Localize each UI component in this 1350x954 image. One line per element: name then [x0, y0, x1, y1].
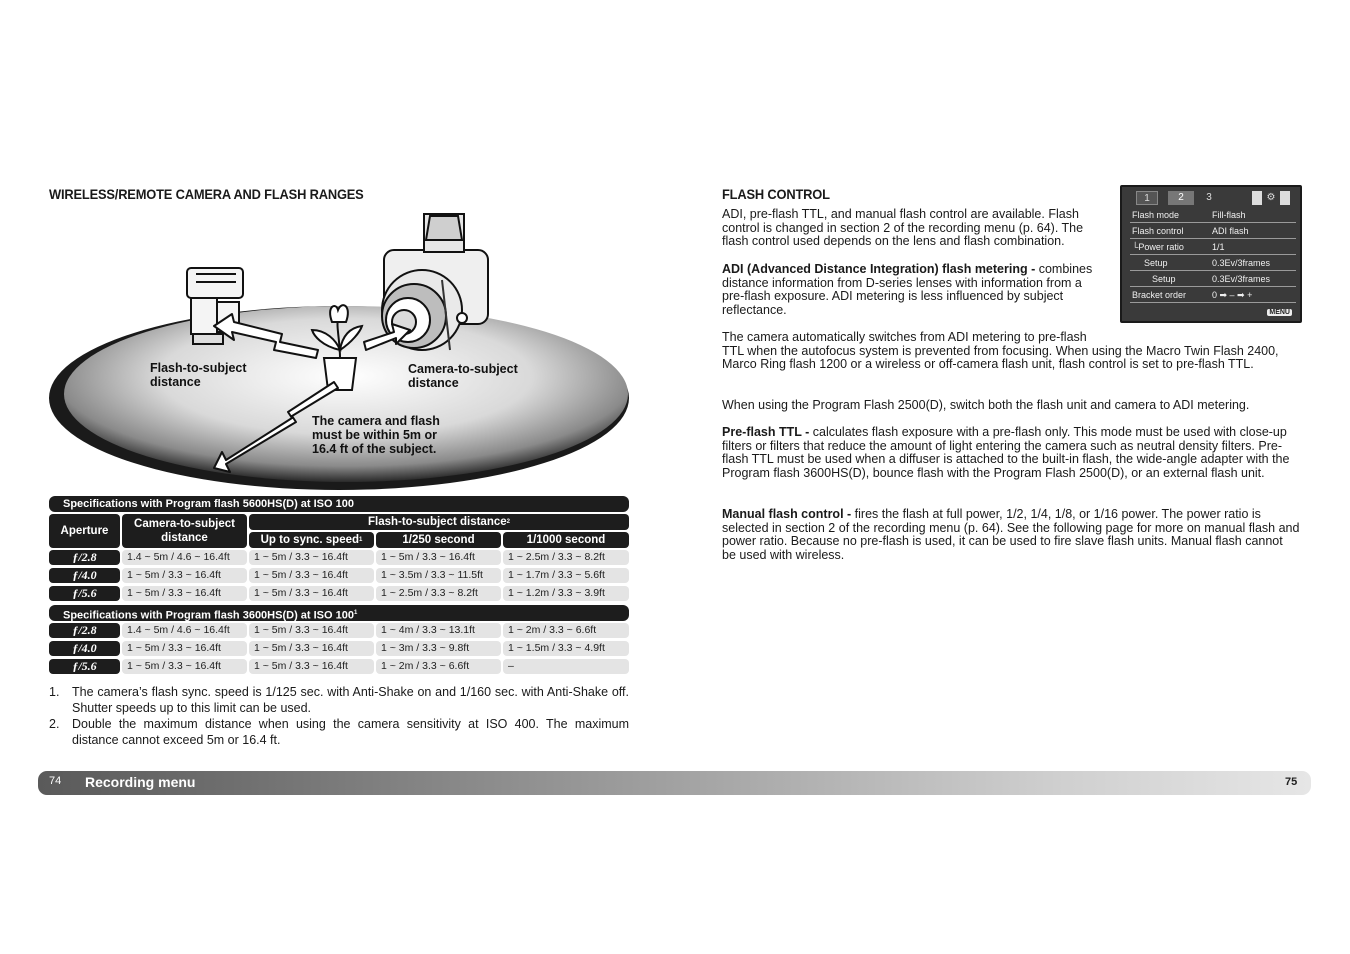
menu-row: Bracket order 0 ➡ – ➡ +	[1130, 287, 1296, 303]
s1000-cell: 1 ~ 1.7m / 3.3 ~ 5.6ft	[503, 568, 629, 583]
section-title: Recording menu	[85, 774, 196, 790]
menu-row: Setup 0.3Ev/3frames	[1130, 255, 1296, 271]
aperture-cell: ƒ/2.8	[49, 550, 120, 565]
menu-tab-2: 2	[1168, 191, 1194, 205]
footnote-2: 2. Double the maximum distance when using the camera sensitivity at ISO 400. The maximum distance cannot exceed 5m or 16.4 ft.	[49, 717, 629, 747]
header-camera-to-subject: Camera-to-subject distance	[122, 514, 247, 548]
sync-cell: 1 ~ 5m / 3.3 ~ 16.4ft	[249, 641, 374, 656]
menu-row: Flash control ADI flash	[1130, 223, 1296, 239]
aperture-cell: ƒ/5.6	[49, 586, 120, 601]
s1000-cell: 1 ~ 2m / 3.3 ~ 6.6ft	[503, 623, 629, 638]
camera-distance-cell: 1 ~ 5m / 3.3 ~ 16.4ft	[122, 659, 247, 674]
manual-paragraph: Manual flash control - fires the flash at full power, 1/2, 1/4, 1/8, or 1/16 power. The power ratio is selected in section 2 of the recording menu (p. 64). See the following page for more on manual flash and power ratio. Because no pre-flash is used, it can be used to fire slave flash units. Manual flash cannot be used with wireless.	[722, 507, 1300, 563]
adi-paragraph: ADI (Advanced Distance Integration) flash metering - combines distance information from D-series lenses with information from a pre-flash exposure. ADI metering is less influenced by subject reflectance.	[722, 262, 1093, 318]
header-sync-speed: Up to sync. speed 1	[249, 532, 374, 548]
preflash-paragraph: Pre-flash TTL - calculates flash exposure with a pre-flash only. This mode must be used with close-up filters or filters that reduce the amount of light entering the camera such as neutral density filters. Pre-flash TTL must be used when a diffuser is attached to the built-in flash, the wide-angle adapter with the Program flash 3600HS(D), bounce flash with the Program Flash 2500(D), or an external flash unit.	[722, 425, 1290, 481]
header-1-250: 1/250 second	[376, 532, 501, 548]
gear-icon: ⚙	[1266, 192, 1276, 203]
auto-switch-paragraph: The camera automatically switches from ADI metering to pre-flash TTL when the autofocus system is prevented from focusing. When using the Macro Twin Flash 2400, Marco Ring flash 1200 or a wireless or off-camera flash unit, flash control is set to pre-flash TTL.	[722, 330, 1279, 372]
s250-cell: 1 ~ 2.5m / 3.3 ~ 8.2ft	[376, 586, 501, 601]
menu-tab-1: 1	[1136, 191, 1158, 205]
sync-cell: 1 ~ 5m / 3.3 ~ 16.4ft	[249, 586, 374, 601]
header-1-1000: 1/1000 second	[503, 532, 629, 548]
camera-distance-cell: 1.4 ~ 5m / 4.6 ~ 16.4ft	[122, 550, 247, 565]
sync-cell: 1 ~ 5m / 3.3 ~ 16.4ft	[249, 659, 374, 674]
s250-cell: 1 ~ 2m / 3.3 ~ 6.6ft	[376, 659, 501, 674]
s250-cell: 1 ~ 3m / 3.3 ~ 9.8ft	[376, 641, 501, 656]
sync-cell: 1 ~ 5m / 3.3 ~ 16.4ft	[249, 568, 374, 583]
page-number-left: 74	[49, 775, 62, 787]
menu-tab-3: 3	[1206, 192, 1212, 203]
table1-title-bar: Specifications with Program flash 5600HS(D) at ISO 100	[49, 496, 629, 512]
wrench-icon	[1280, 191, 1290, 205]
range-note: The camera and flash must be within 5m or 16.4 ft of the subject.	[312, 414, 440, 456]
aperture-cell: ƒ/4.0	[49, 641, 120, 656]
menu-tabs	[1128, 191, 1296, 205]
s250-cell: 1 ~ 3.5m / 3.3 ~ 11.5ft	[376, 568, 501, 583]
page-number-right: 75	[1285, 776, 1298, 788]
section-heading-flash-control: FLASH CONTROL	[722, 186, 830, 202]
camera-distance-cell: 1 ~ 5m / 3.3 ~ 16.4ft	[122, 568, 247, 583]
aperture-cell: ƒ/2.8	[49, 623, 120, 638]
table-row	[49, 641, 629, 656]
footnote-1: 1. The camera’s flash sync. speed is 1/125 sec. with Anti-Shake on and 1/160 sec. with Anti-Shake off. Shutter speeds up to this limit can be used.	[49, 685, 629, 715]
menu-row: Setup 0.3Ev/3frames	[1130, 271, 1296, 287]
footer-bar	[38, 771, 1311, 795]
menu-row: Flash mode Fill-flash	[1130, 207, 1296, 223]
range-diagram	[46, 210, 632, 492]
flash-to-subject-label: Flash-to-subject distance	[150, 361, 247, 389]
menu-button-icon: MENU	[1269, 309, 1290, 316]
s250-cell: 1 ~ 4m / 3.3 ~ 13.1ft	[376, 623, 501, 638]
s1000-cell: –	[503, 659, 629, 674]
camera-distance-cell: 1 ~ 5m / 3.3 ~ 16.4ft	[122, 586, 247, 601]
playback-icon	[1252, 191, 1262, 205]
table-row	[49, 586, 629, 601]
s1000-cell: 1 ~ 1.5m / 3.3 ~ 4.9ft	[503, 641, 629, 656]
s1000-cell: 1 ~ 2.5m / 3.3 ~ 8.2ft	[503, 550, 629, 565]
program-flash-paragraph: When using the Program Flash 2500(D), switch both the flash unit and camera to ADI metering.	[722, 398, 1250, 412]
intro-paragraph: ADI, pre-flash TTL, and manual flash control are available. Flash control is changed in section 2 of the recording menu (p. 64). The flash control used depends on the lens and flash combination.	[722, 207, 1084, 249]
s250-cell: 1 ~ 5m / 3.3 ~ 16.4ft	[376, 550, 501, 565]
aperture-cell: ƒ/4.0	[49, 568, 120, 583]
section-heading-ranges: WIRELESS/REMOTE CAMERA AND FLASH RANGES	[49, 186, 364, 202]
header-aperture: Aperture	[49, 514, 120, 548]
table-row	[49, 550, 629, 565]
table-row	[49, 568, 629, 583]
camera-menu-screen	[1120, 185, 1302, 323]
table-row	[49, 659, 629, 674]
camera-distance-cell: 1.4 ~ 5m / 4.6 ~ 16.4ft	[122, 623, 247, 638]
aperture-cell: ƒ/5.6	[49, 659, 120, 674]
table2-title-bar: Specifications with Program flash 3600HS(D) at ISO $100^1$	[49, 605, 629, 621]
camera-distance-cell: 1 ~ 5m / 3.3 ~ 16.4ft	[122, 641, 247, 656]
s1000-cell: 1 ~ 1.2m / 3.3 ~ 3.9ft	[503, 586, 629, 601]
menu-row: └Power ratio 1/1	[1130, 239, 1296, 255]
table-row	[49, 623, 629, 638]
camera-to-subject-label: Camera-to-subject distance	[408, 362, 518, 390]
sync-cell: 1 ~ 5m / 3.3 ~ 16.4ft	[249, 623, 374, 638]
sync-cell: 1 ~ 5m / 3.3 ~ 16.4ft	[249, 550, 374, 565]
header-flash-to-subject: Flash-to-subject distance 2	[249, 514, 629, 530]
